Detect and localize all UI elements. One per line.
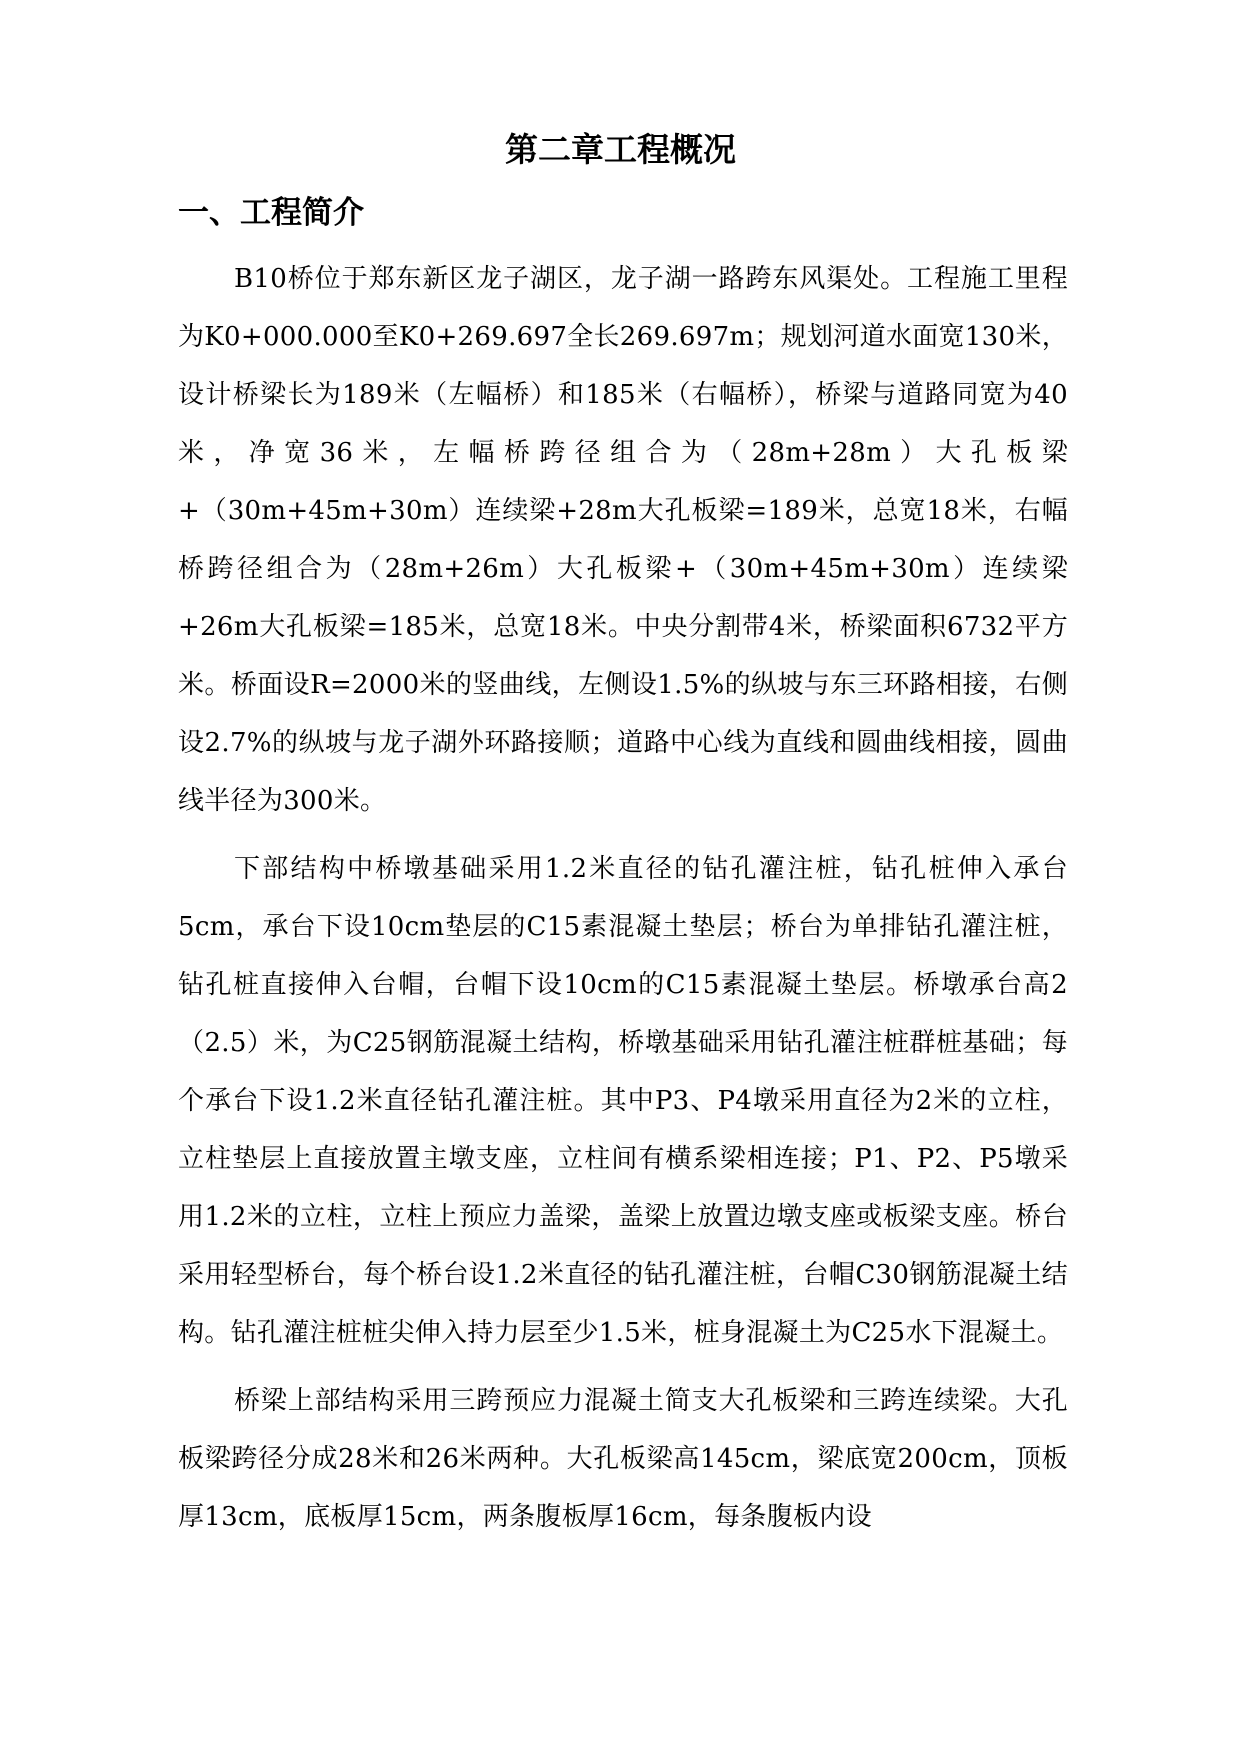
chapter-title: 第二章工程概况 xyxy=(505,130,736,169)
paragraph-overview: B10桥位于郑东新区龙子湖区，龙子湖一路跨东风渠处。工程施工里程为K0+000.000至K0+269.697全长269.697m；规划河道水面宽130米，设计桥梁长为189米（左幅桥）和185米（右幅桥），桥梁与道路同宽为40米，净宽36米，左幅桥跨径组合为（28m+28m）大孔板梁+（30m+45m+30m）连续梁+28m大孔板梁=189米，总宽18米，右幅桥跨径组合为（28m+26m）大孔板梁+（30m+45m+30m）连续梁+26m大孔板梁=185米，总宽18米。中央分割带4米，桥梁面积6732平方米。桥面设R=2000米的竖曲线，左侧设1.5%的纵坡与东三环路相接，右侧设2.7%的纵坡与龙子湖外环路接顺；道路中心线为直线和圆曲线相接，圆曲线半径为300米。 xyxy=(178,264,1068,816)
paragraph-substructure: 下部结构中桥墩基础采用1.2米直径的钻孔灌注桩，钻孔桩伸入承台5cm，承台下设10cm垫层的C15素混凝土垫层；桥台为单排钻孔灌注桩，钻孔桩直接伸入台帽，台帽下设10cm的C15素混凝土垫层。桥墩承台高2（2.5）米，为C25钢筋混凝土结构，桥墩基础采用钻孔灌注桩群桩基础；每个承台下设1.2米直径钻孔灌注桩。其中P3、P4墩采用直径为2米的立柱，立柱垫层上直接放置主墩支座，立柱间有横系梁相连接；P1、P2、P5墩采用1.2米的立柱，立柱上预应力盖梁，盖梁上放置边墩支座或板梁支座。桥台采用轻型桥台，每个桥台设1.2米直径的钻孔灌注桩，台帽C30钢筋混凝土结构。钻孔灌注桩桩尖伸入持力层至少1.5米，桩身混凝土为C25水下混凝土。 xyxy=(178,854,1068,1348)
section-heading: 一、工程简介 xyxy=(178,195,364,231)
body-text xyxy=(178,250,1068,1556)
paragraph-superstructure: 桥梁上部结构采用三跨预应力混凝土简支大孔板梁和三跨连续梁。大孔板梁跨径分成28米和26米两种。大孔板梁高145cm，梁底宽200cm，顶板厚13cm，底板厚15cm，两条腹板厚16cm，每条腹板内设 xyxy=(178,1386,1068,1532)
